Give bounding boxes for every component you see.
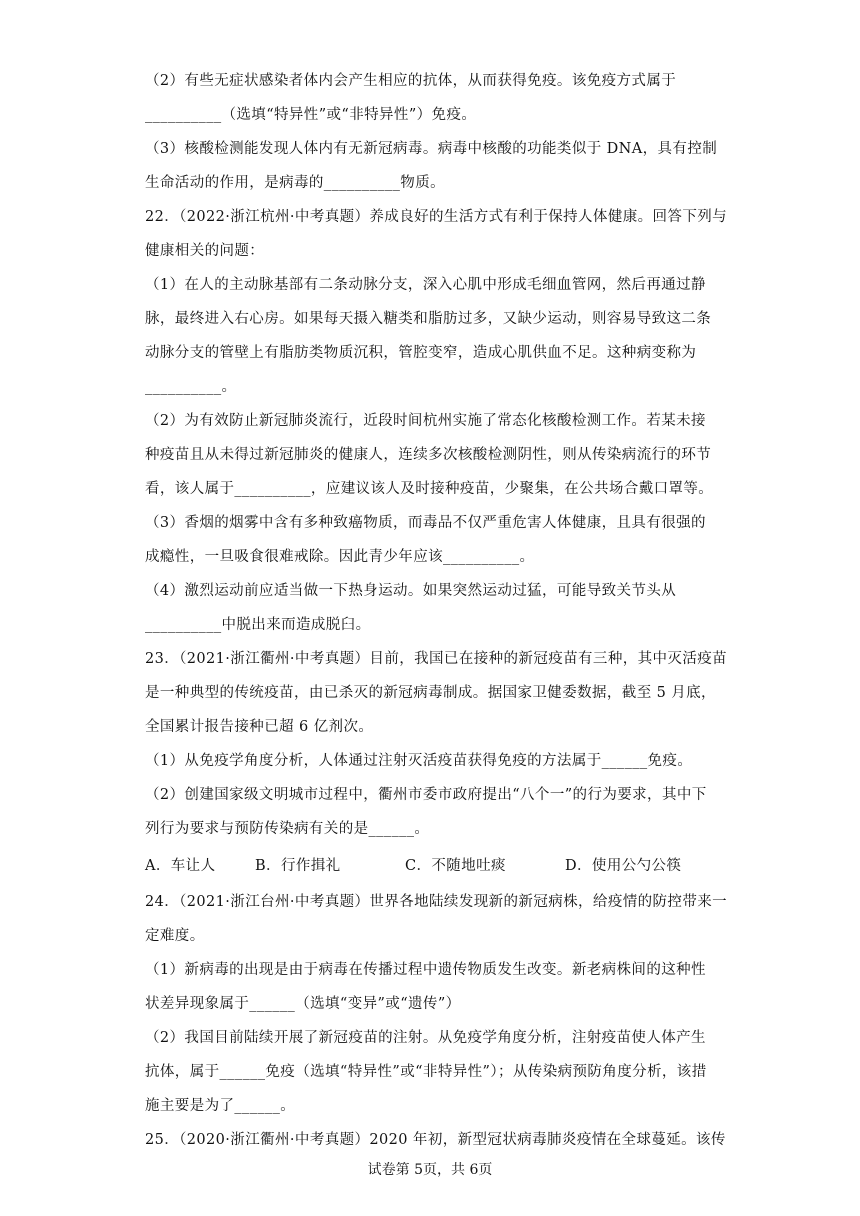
text-line: （2）有些无症状感染者体内会产生相应的抗体，从而获得免疫。该免疫方式属于 [145,73,677,89]
text-line: 是一种典型的传统疫苗，由已杀灭的新冠病毒制成。据国家卫健委数据，截至 5 月底， [145,685,716,701]
text-line: 列行为要求与预防传染病有关的是______。 [145,821,430,837]
choice-d: D．使用公勺公筷 [565,858,682,874]
question-22-title: 22．（2022·浙江杭州·中考真题）养成良好的生活方式有利于保持人体健康。回答下列与 [145,209,728,225]
choice-c: C．不随地吐痰 [405,858,506,874]
text-line: 抗体，属于______免疫（选填“特异性”或“非特异性”）；从传染病预防角度分析，该措 [145,1064,707,1080]
text-line: 健康相关的问题： [145,243,265,259]
text-line: （1）从免疫学角度分析，人体通过注射灭活疫苗获得免疫的方法属于______免疫。 [145,753,693,769]
text-line: 全国累计报告接种已超 6 亿剂次。 [145,719,374,735]
text-line: 种疫苗且从未得过新冠肺炎的健康人，连续多次核酸检测阴性，则从传染病流行的环节 [145,447,712,463]
text-line: 脉，最终进入右心房。如果每天摄入糖类和脂肪过多，又缺少运动，则容易导致这二条 [145,311,712,327]
text-line: （3）香烟的烟雾中含有多种致癌物质，而毒品不仅严重危害人体健康，且具有很强的 [145,515,706,531]
text-line: （1）新病毒的出现是由于病毒在传播过程中遗传物质发生改变。新老病株间的这种性 [145,962,706,978]
text-line: （2）创建国家级文明城市过程中，衢州市委市政府提出“八个一”的行为要求，其中下 [145,787,707,803]
text-line: 生命活动的作用，是病毒的__________物质。 [145,175,445,191]
page-footer: 试卷第 5页，共 6页 [367,1162,493,1178]
text-line: __________（选填“特异性”或“非特异性”）免疫。 [145,107,477,123]
choice-a: A．车让人 [145,858,216,874]
text-line: （2）为有效防止新冠肺炎流行，近段时间杭州实施了常态化核酸检测工作。若某未接 [145,413,706,429]
text-line: 成瘾性，一旦吸食很难戒除。因此青少年应该__________。 [145,549,535,565]
text-line: 定难度。 [145,928,205,944]
question-24-title: 24．（2021·浙江台州·中考真题）世界各地陆续发现新的新冠病株，给疫情的防控带来一 [145,894,728,910]
text-line: （1）在人的主动脉基部有二条动脉分支，深入心肌中形成毛细血管网，然后再通过静 [145,277,706,293]
text-line: __________。 [145,379,237,395]
answer-choices [145,856,745,876]
text-line: __________中脱出来而造成脱臼。 [145,617,371,633]
question-25-title: 25．（2020·浙江衢州·中考真题）2020 年初，新型冠状病毒肺炎疫情在全球蔓延。该传 [145,1132,726,1148]
text-line: （3）核酸检测能发现人体内有无新冠病毒。病毒中核酸的功能类似于 DNA，具有控制 [145,141,718,157]
text-line: 看，该人属于__________，应建议该人及时接种疫苗，少聚集，在公共场合戴口罩等。 [145,481,714,497]
question-23-title: 23．（2021·浙江衢州·中考真题）目前，我国已在接种的新冠疫苗有三种，其中灭活疫苗 [145,651,728,667]
text-line: 施主要是为了______。 [145,1098,296,1114]
choice-b: B．行作揖礼 [255,858,341,874]
text-line: （4）激烈运动前应适当做一下热身运动。如果突然运动过猛，可能导致关节头从 [145,583,677,599]
text-line: 状差异现象属于______（选填“变异”或“遗传”） [145,996,461,1012]
text-line: （2）我国目前陆续开展了新冠疫苗的注射。从免疫学角度分析，注射疫苗使人体产生 [145,1030,706,1046]
text-line: 动脉分支的管壁上有脂肪类物质沉积，管腔变窄，造成心肌供血不足。这种病变称为 [145,345,697,361]
